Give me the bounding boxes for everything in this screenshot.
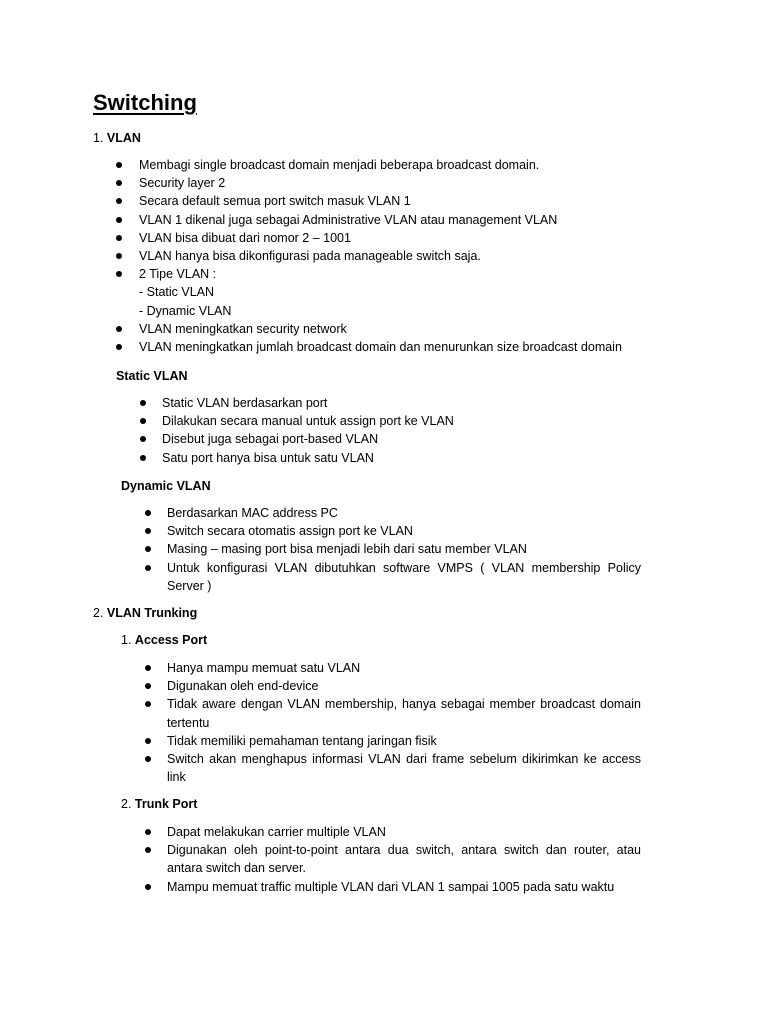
bullet-icon <box>145 738 151 744</box>
list-item-text: Untuk konfigurasi VLAN dibutuhkan software VMPS ( VLAN membership Policy Server ) <box>167 560 641 593</box>
bullet-icon <box>116 235 122 241</box>
list-item-text: Secara default semua port switch masuk VLAN 1 <box>139 194 411 209</box>
list-item-text: VLAN meningkatkan jumlah broadcast domain dan menurunkan size broadcast domain <box>139 340 622 355</box>
list-item <box>116 229 656 247</box>
bullet-icon <box>116 180 122 186</box>
bullet-icon <box>145 510 151 516</box>
list-item <box>145 695 641 731</box>
list-item-text: Satu port hanya bisa untuk satu VLAN <box>162 450 374 465</box>
list-item <box>140 430 640 448</box>
bullet-icon <box>145 829 151 835</box>
list-item-text: Dapat melakukan carrier multiple VLAN <box>167 825 386 839</box>
section-2-number: 2. <box>93 606 104 620</box>
list-item <box>145 659 641 677</box>
bullet-icon <box>116 326 122 332</box>
trunk-port-number: 2. <box>121 797 132 811</box>
list-item-text: VLAN hanya bisa dikonfigurasi pada manageable switch saja. <box>139 249 481 264</box>
bullet-icon <box>140 418 146 424</box>
list-item <box>116 192 656 210</box>
page-title: Switching <box>93 90 197 115</box>
list-item-text: Membagi single broadcast domain menjadi beberapa broadcast domain. <box>139 158 540 172</box>
list-item <box>145 540 641 558</box>
list-item-text: Masing – masing port bisa menjadi lebih dari satu member VLAN <box>167 542 527 557</box>
list-item-text: Tidak aware dengan VLAN membership, hanya sebagai member broadcast domain tertentu <box>167 697 641 730</box>
section-2-title: VLAN Trunking <box>106 606 198 620</box>
list-item-text: Dilakukan secara manual untuk assign port ke VLAN <box>162 414 454 429</box>
bullet-icon <box>116 271 122 277</box>
list-item-text: VLAN bisa dibuat dari nomor 2 – 1001 <box>139 230 351 245</box>
bullet-icon <box>116 253 122 259</box>
sub-item-dynamic: - Dynamic VLAN <box>139 303 232 318</box>
list-item <box>145 878 641 896</box>
bullet-icon <box>145 847 151 853</box>
list-item <box>145 504 641 522</box>
static-vlan-list <box>140 394 640 467</box>
section-2-heading <box>93 605 197 621</box>
bullet-icon <box>145 683 151 689</box>
bullet-icon <box>116 344 122 350</box>
trunk-port-heading <box>121 796 197 812</box>
trunk-port-list <box>145 823 641 896</box>
vlan-list <box>116 156 656 356</box>
list-item <box>116 265 656 320</box>
list-item <box>145 677 641 695</box>
section-1-title: VLAN <box>106 131 141 145</box>
list-item <box>145 522 641 540</box>
access-port-number: 1. <box>121 633 132 647</box>
list-item-text: Switch secara otomatis assign port ke VLAN <box>167 524 413 539</box>
list-item <box>116 156 656 174</box>
bullet-icon <box>145 756 151 762</box>
list-item <box>145 750 641 786</box>
bullet-icon <box>116 198 122 204</box>
list-item-text: VLAN meningkatkan security network <box>139 321 347 336</box>
list-item <box>140 394 640 412</box>
list-item <box>116 320 656 338</box>
list-item-text: Hanya mampu memuat satu VLAN <box>167 661 361 675</box>
bullet-icon <box>145 528 151 534</box>
list-item-text: VLAN 1 dikenal juga sebagai Administrative VLAN atau management VLAN <box>139 212 558 227</box>
section-1-heading <box>93 130 141 146</box>
list-item <box>140 412 640 430</box>
trunk-port-title: Trunk Port <box>134 797 198 811</box>
list-item-text: Disebut juga sebagai port-based VLAN <box>162 432 379 447</box>
bullet-icon <box>145 546 151 552</box>
sub-item-static: - Static VLAN <box>139 285 215 300</box>
list-item <box>116 247 656 265</box>
list-item-text: Security layer 2 <box>139 176 226 191</box>
list-item-text: Digunakan oleh point-to-point antara dua switch, antara switch dan router, atau antara switch dan server. <box>167 843 641 876</box>
list-item <box>145 559 641 595</box>
access-port-list <box>145 659 641 786</box>
list-item-text: 2 Tipe VLAN : <box>139 267 217 282</box>
access-port-heading <box>121 632 207 648</box>
list-item <box>140 449 640 467</box>
dynamic-vlan-list <box>145 504 641 595</box>
list-item-text: Tidak memiliki pemahaman tentang jaringan fisik <box>167 733 437 748</box>
list-item <box>116 174 656 192</box>
list-item-text: Switch akan menghapus informasi VLAN dari frame sebelum dikirimkan ke access link <box>167 752 641 785</box>
bullet-icon <box>116 217 122 223</box>
static-vlan-heading <box>116 368 188 384</box>
list-item <box>145 823 641 841</box>
bullet-icon <box>140 455 146 461</box>
list-item-text: Digunakan oleh end-device <box>167 679 319 694</box>
list-item-text: Mampu memuat traffic multiple VLAN dari VLAN 1 sampai 1005 pada satu waktu <box>167 879 615 894</box>
bullet-icon <box>116 162 122 168</box>
bullet-icon <box>145 701 151 707</box>
list-item-text: Berdasarkan MAC address PC <box>167 506 338 520</box>
static-vlan-title: Static VLAN <box>116 369 188 383</box>
list-item <box>145 732 641 750</box>
list-item-text: Static VLAN berdasarkan port <box>162 396 328 410</box>
bullet-icon <box>140 400 146 406</box>
bullet-icon <box>145 565 151 571</box>
list-item <box>145 841 641 877</box>
bullet-icon <box>145 665 151 671</box>
list-item <box>116 338 656 356</box>
section-1-number: 1. <box>93 131 104 145</box>
dynamic-vlan-title: Dynamic VLAN <box>121 479 211 493</box>
bullet-icon <box>145 884 151 890</box>
dynamic-vlan-heading <box>121 478 211 494</box>
bullet-icon <box>140 436 146 442</box>
access-port-title: Access Port <box>134 633 208 647</box>
list-item <box>116 211 656 229</box>
